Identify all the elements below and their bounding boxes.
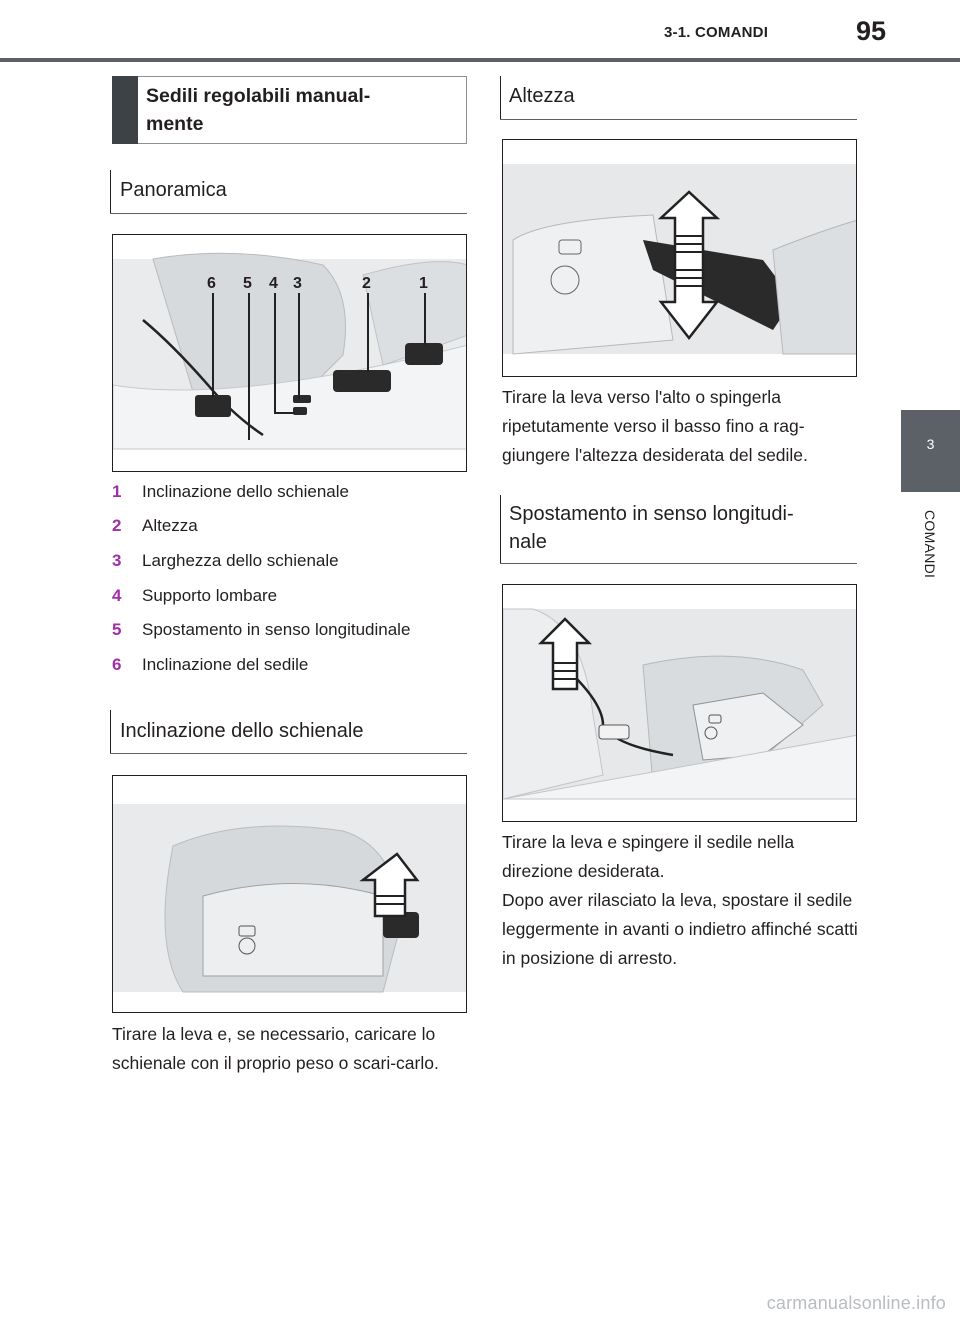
paragraph-spostamento-2: Dopo aver rilasciato la leva, spostare il sedile leggermente in avanti o indietro affinché scatti in posizione di arresto. [502, 890, 858, 968]
section-bar-spostamento [500, 495, 501, 563]
watermark-text: carmanualsonline.info [766, 1293, 946, 1313]
paragraph-inclinazione: Tirare la leva e, se necessario, caricare lo schienale con il proprio peso o scari-carlo. [112, 1024, 439, 1073]
callout-3: 3 [293, 275, 302, 292]
callout-2: 2 [362, 275, 371, 292]
section-title-inclinazione: Inclinazione dello schienale [120, 720, 364, 742]
seat-overview-figure [112, 234, 467, 472]
main-heading: Sedili regolabili manual- mente [146, 85, 371, 135]
main-heading-bar [112, 76, 138, 144]
chapter-number: 3 [926, 436, 935, 452]
section-title-spostamento: Spostamento in senso longitudi- nale [509, 503, 794, 553]
header-rule [0, 58, 960, 62]
section-bar-inclinazione [110, 710, 111, 754]
callout-6: 6 [207, 275, 216, 292]
section-title-altezza: Altezza [509, 85, 575, 107]
section-rule [500, 563, 857, 564]
paragraph-altezza: Tirare la leva verso l'alto o spingerla ripetutamente verso il basso fino a rag-giungere l'altezza desiderata del sedile. [502, 387, 808, 465]
backrest-recline-figure [112, 775, 467, 1013]
chapter-label: COMANDI [922, 510, 938, 579]
section-rule [110, 753, 467, 754]
section-bar-panoramica [110, 170, 111, 214]
callout-5: 5 [243, 275, 252, 292]
section-rule [500, 119, 857, 120]
running-header-section: 3-1. COMANDI [664, 24, 769, 41]
callout-1: 1 [419, 275, 428, 292]
seat-slide-figure [502, 584, 857, 822]
seat-height-figure [502, 139, 857, 377]
section-rule [110, 213, 467, 214]
section-bar-altezza [500, 76, 501, 120]
callout-4: 4 [269, 275, 278, 292]
section-title-panoramica: Panoramica [120, 179, 227, 201]
page-number: 95 [856, 16, 887, 46]
paragraph-spostamento-1: Tirare la leva e spingere il sedile nella direzione desiderata. [502, 832, 795, 881]
